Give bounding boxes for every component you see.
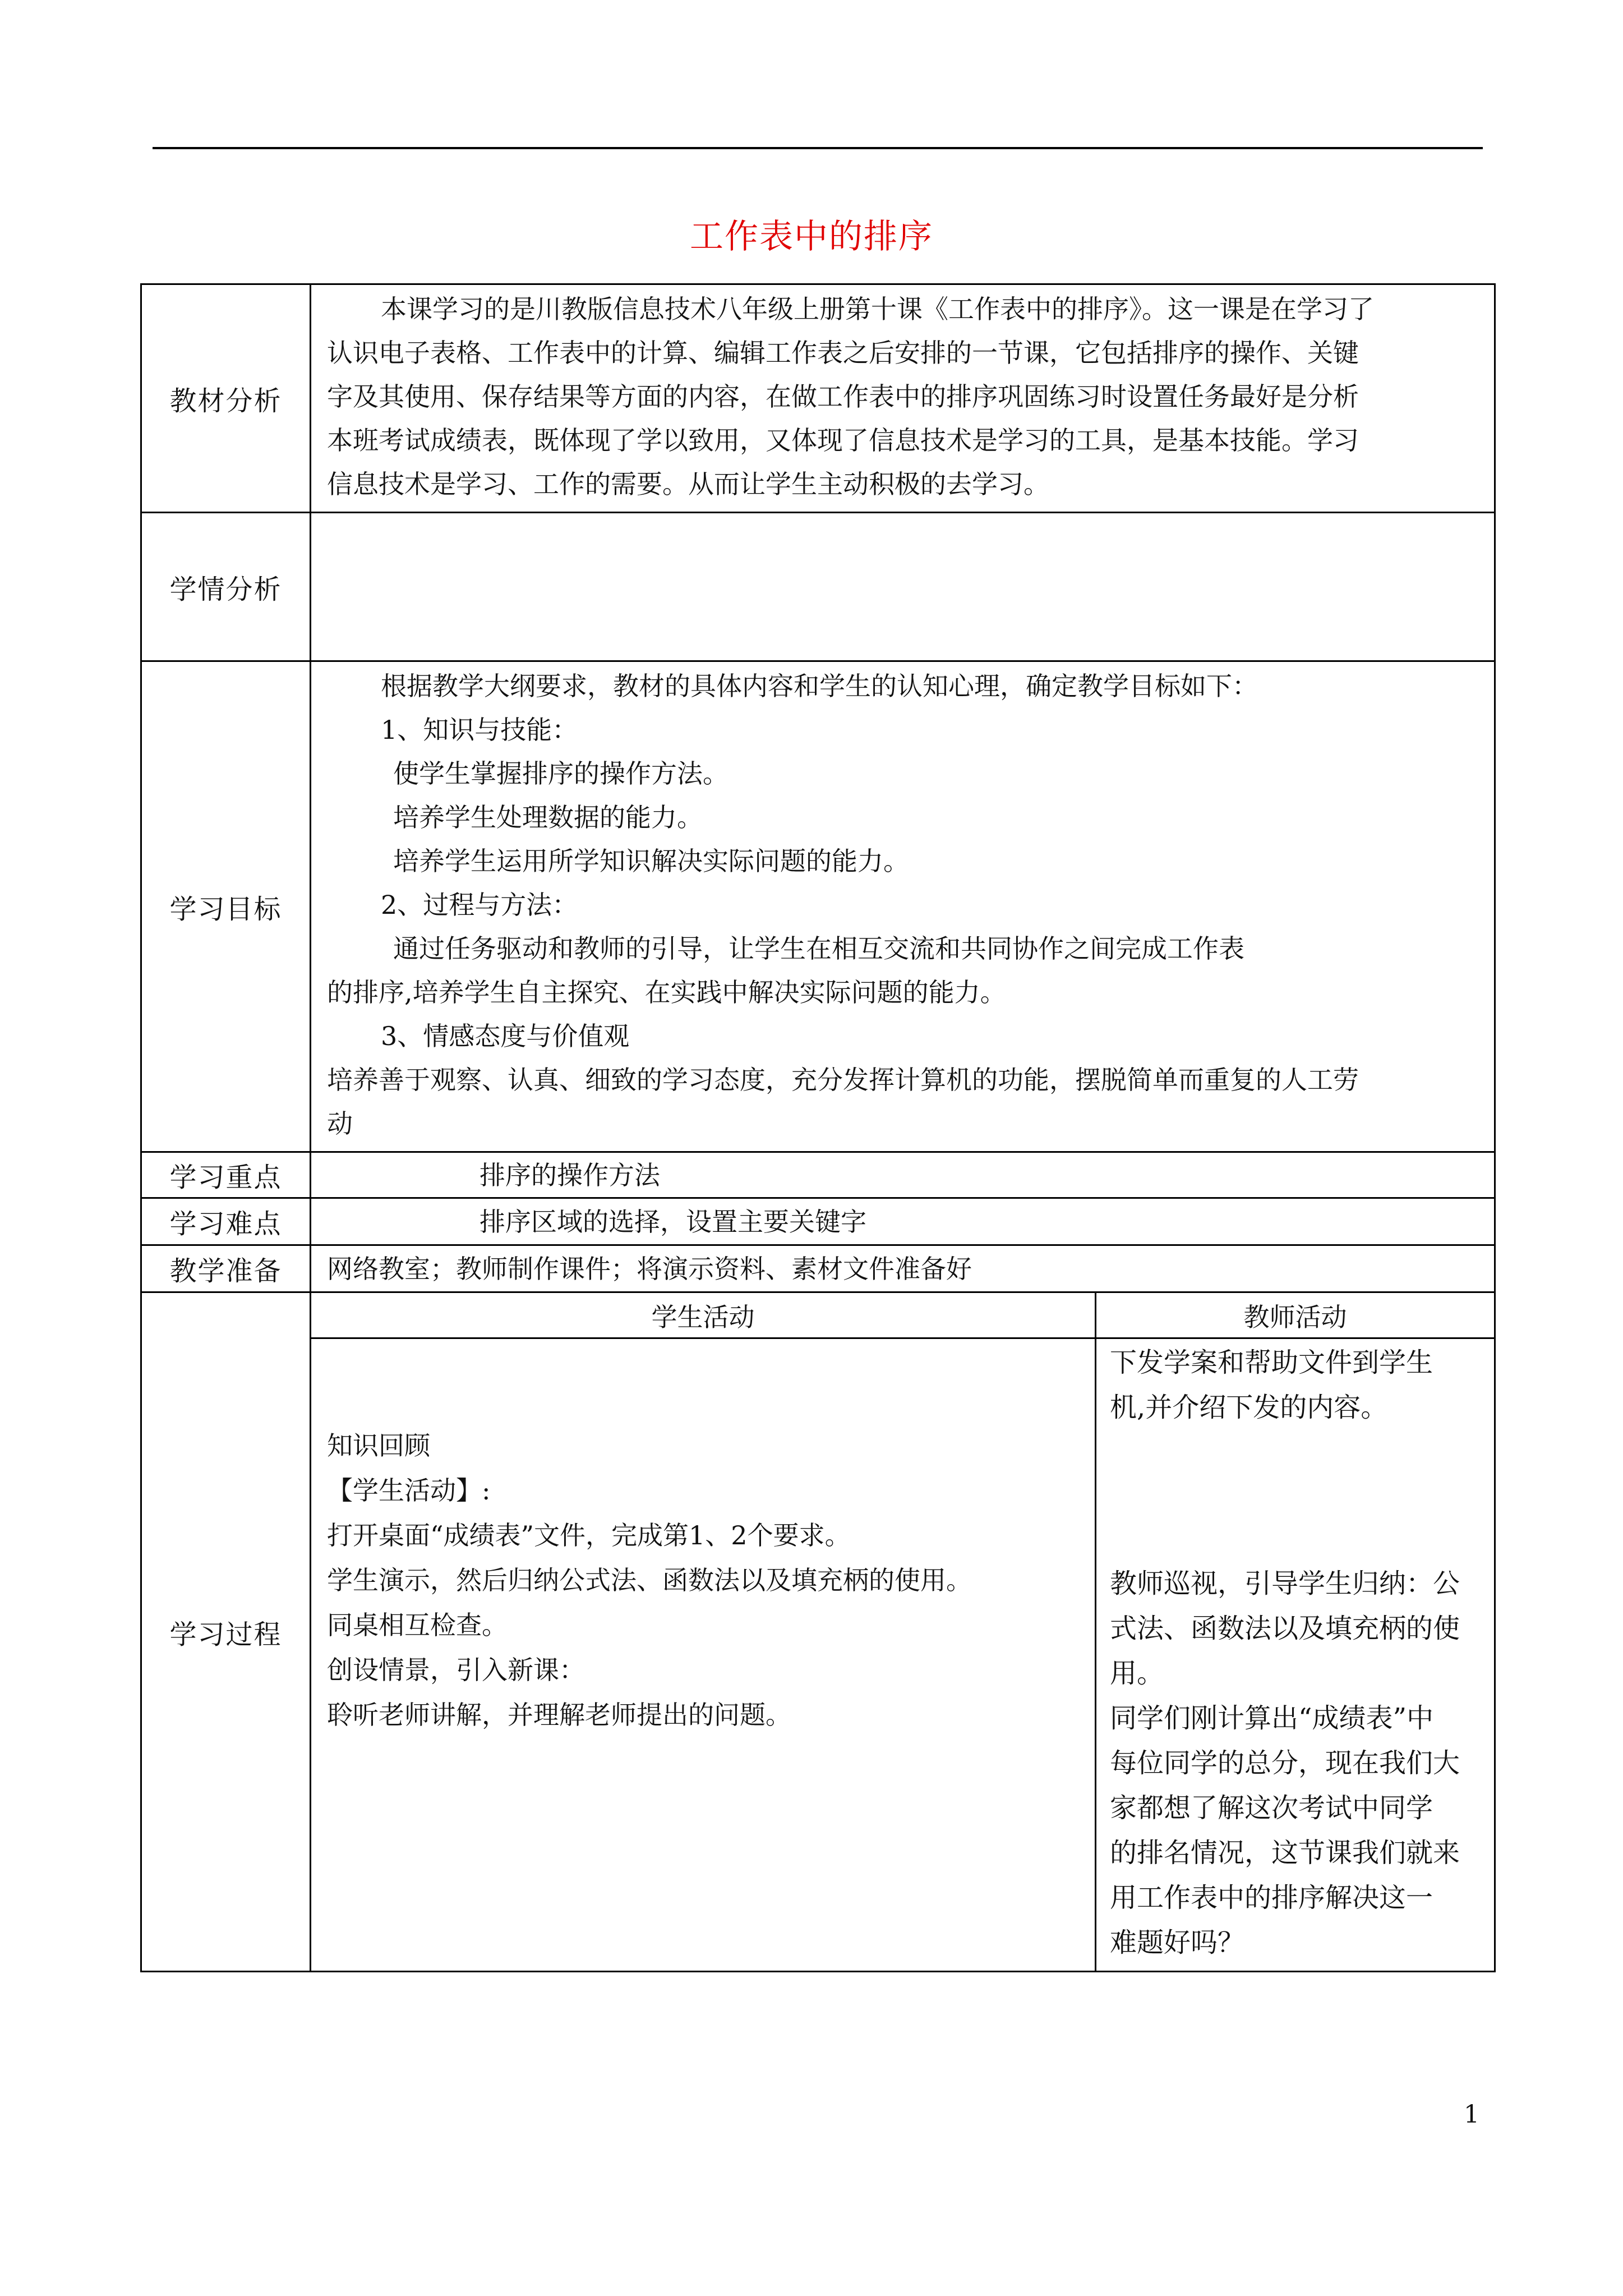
teacher-line-b3: 用。 (1110, 1658, 1164, 1689)
student-line-2: 【学生活动】: (327, 1475, 491, 1506)
goals-heading-knowledge: 1、知识与技能： (381, 715, 578, 745)
preparation-content (311, 1245, 1495, 1292)
teacher-line-a1: 下发学案和帮助文件到学生 (1110, 1347, 1433, 1378)
teacher-line-a2: 机,并介绍下发的内容。 (1110, 1392, 1388, 1423)
goals-heading-process: 2、过程与方法： (381, 890, 578, 920)
student-analysis-text (311, 513, 1494, 524)
teacher-line-b9: 难题好吗？ (1110, 1927, 1245, 1958)
teacher-line-b8: 用工作表中的排序解决这一 (1110, 1882, 1433, 1913)
header-rule (153, 147, 1483, 149)
teacher-line-b7: 的排名情况，这节课我们就来 (1110, 1837, 1460, 1869)
goals-knowledge-3: 培养学生运用所学知识解决实际问题的能力。 (393, 846, 909, 876)
student-line-4: 学生演示，然后归纳公式法、函数法以及填充柄的使用。 (327, 1565, 972, 1595)
label-student-analysis: 学情分析 (141, 513, 311, 661)
goals-attitude-1: 培养善于观察、认真、细致的学习态度，充分发挥计算机的功能，摆脱简单而重复的人工劳 (327, 1065, 1359, 1095)
student-analysis-content (311, 513, 1495, 661)
teacher-line-b1: 教师巡视，引导学生归纳：公 (1110, 1568, 1460, 1599)
row-preparation (141, 1245, 1495, 1292)
lesson-plan-table (140, 283, 1496, 1972)
student-activity-header: 学生活动 (311, 1292, 1096, 1338)
preparation-text: 网络教室；教师制作课件；将演示资料、素材文件准备好 (327, 1253, 972, 1284)
label-key-point: 学习重点 (141, 1152, 311, 1198)
goals-knowledge-1: 使学生掌握排序的操作方法。 (393, 758, 728, 789)
student-activity-content (311, 1338, 1096, 1972)
teacher-line-b6: 家都想了解这次考试中同学 (1110, 1792, 1433, 1824)
goals-heading-attitude: 3、情感态度与价值观 (381, 1021, 630, 1051)
teacher-activity-header: 教师活动 (1096, 1292, 1495, 1338)
student-line-1: 知识回顾 (327, 1430, 430, 1461)
goals-process-1: 通过任务驱动和教师的引导，让学生在相互交流和共同协作之间完成工作表 (393, 933, 1244, 964)
row-textbook-analysis (141, 284, 1495, 513)
student-line-7: 聆听老师讲解，并理解老师提出的问题。 (327, 1700, 791, 1730)
textbook-line-3: 字及其使用、保存结果等方面的内容，在做工作表中的排序巩固练习时设置任务最好是分析 (327, 381, 1359, 412)
label-textbook-analysis: 教材分析 (141, 284, 311, 513)
student-line-5: 同桌相互检查。 (327, 1610, 508, 1640)
textbook-line-1: 本课学习的是川教版信息技术八年级上册第十课《工作表中的排序》。这一课是在学习了 (381, 294, 1374, 324)
difficult-point-text: 排序区域的选择，设置主要关键字 (479, 1206, 866, 1237)
label-learning-process: 学习过程 (141, 1292, 311, 1972)
row-process-header (141, 1292, 1495, 1338)
key-point-content (311, 1152, 1495, 1198)
row-process-body (141, 1338, 1495, 1972)
teacher-activity-content (1096, 1338, 1495, 1972)
teacher-line-b4: 同学们刚计算出“成绩表”中 (1110, 1703, 1434, 1734)
goals-process-2: 的排序,培养学生自主探究、在实践中解决实际问题的能力。 (327, 977, 1006, 1007)
key-point-text: 排序的操作方法 (479, 1159, 660, 1190)
teacher-line-b5: 每位同学的总分，现在我们大 (1110, 1747, 1460, 1779)
label-learning-goals: 学习目标 (141, 661, 311, 1152)
page-title: 工作表中的排序 (690, 217, 933, 256)
goals-knowledge-2: 培养学生处理数据的能力。 (393, 802, 703, 832)
row-student-analysis (141, 513, 1495, 661)
row-key-point (141, 1152, 1495, 1198)
textbook-line-2: 认识电子表格、工作表中的计算、编辑工作表之后安排的一节课，它包括排序的操作、关键 (327, 338, 1359, 368)
textbook-analysis-content (311, 284, 1495, 513)
label-preparation: 教学准备 (141, 1245, 311, 1292)
goals-intro: 根据教学大纲要求，教材的具体内容和学生的认知心理，确定教学目标如下： (381, 671, 1258, 701)
page-number: 1 (1464, 2100, 1479, 2129)
goals-attitude-2: 动 (327, 1108, 353, 1139)
row-difficult-point (141, 1198, 1495, 1245)
row-learning-goals (141, 661, 1495, 1152)
learning-goals-content (311, 661, 1495, 1152)
teacher-line-b2: 式法、函数法以及填充柄的使 (1110, 1613, 1460, 1644)
difficult-point-content (311, 1198, 1495, 1245)
student-line-3: 打开桌面“成绩表”文件，完成第1、2个要求。 (327, 1520, 851, 1550)
student-line-6: 创设情景，引入新课： (327, 1655, 585, 1685)
textbook-line-5: 信息技术是学习、工作的需要。从而让学生主动积极的去学习。 (327, 469, 1049, 499)
textbook-line-4: 本班考试成绩表，既体现了学以致用，又体现了信息技术是学习的工具，是基本技能。学习 (327, 425, 1359, 455)
label-difficult-point: 学习难点 (141, 1198, 311, 1245)
